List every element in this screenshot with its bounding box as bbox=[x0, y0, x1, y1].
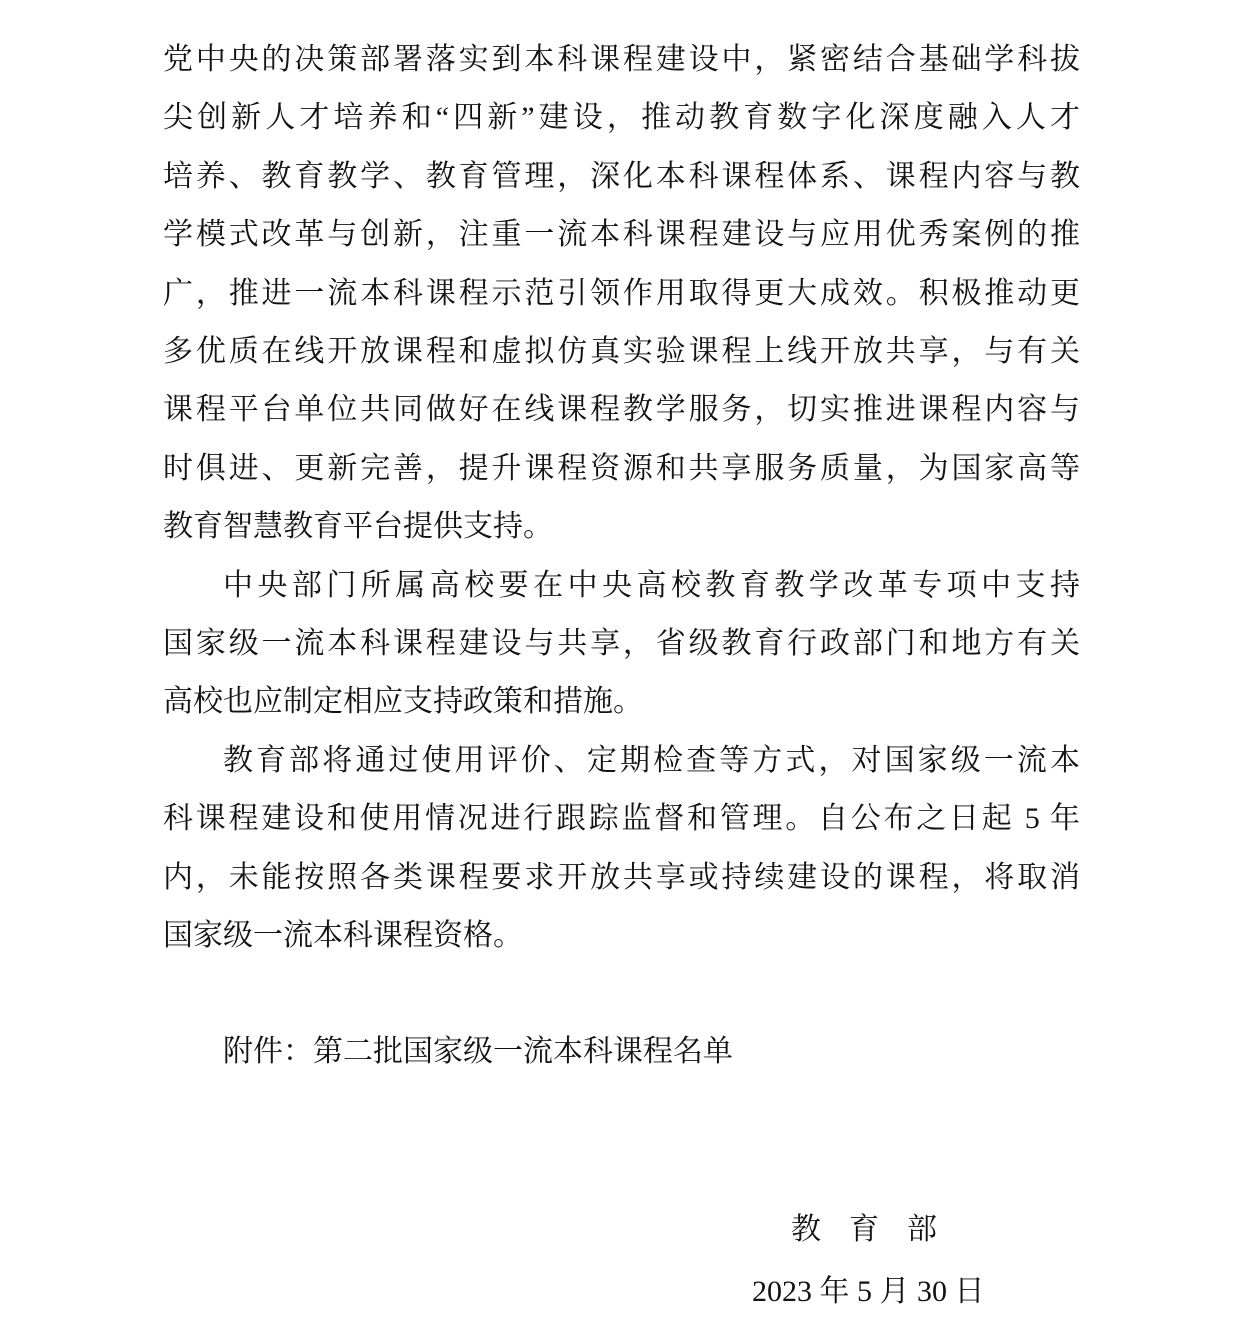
document-line: 中央部门所属高校要在中央高校教育教学改革专项中支持 bbox=[223, 568, 1080, 602]
document-line: 高校也应制定相应支持政策和措施。 bbox=[163, 685, 643, 719]
document-line: 时俱进、更新完善，提升课程资源和共享服务质量，为国家高等 bbox=[163, 451, 1080, 485]
document-line: 科课程建设和使用情况进行跟踪监督和管理。自公布之日起 5 年 bbox=[163, 802, 1080, 836]
document-line: 内，未能按照各类课程要求开放共享或持续建设的课程，将取消 bbox=[163, 860, 1080, 894]
document-line: 课程平台单位共同做好在线课程教学服务，切实推进课程内容与 bbox=[163, 393, 1080, 427]
document-line: 学模式改革与创新，注重一流本科课程建设与应用优秀案例的推 bbox=[163, 218, 1080, 252]
document-content bbox=[163, 31, 1080, 1308]
document-line: 国家级一流本科课程建设与共享，省级教育行政部门和地方有关 bbox=[163, 627, 1080, 661]
signature-issuer: 教育部 bbox=[791, 1213, 965, 1246]
document-line: 培养、教育教学、教育管理，深化本科课程体系、课程内容与教 bbox=[163, 159, 1080, 193]
document-line: 国家级一流本科课程资格。 bbox=[163, 919, 523, 953]
document-line: 广，推进一流本科课程示范引领作用取得更大成效。积极推动更 bbox=[163, 276, 1080, 310]
document-line: 教育部将通过使用评价、定期检查等方式，对国家级一流本 bbox=[223, 743, 1080, 777]
date-line: 2023 年 5 月 30 日 bbox=[752, 1275, 985, 1308]
document-line: 党中央的决策部署落实到本科课程建设中，紧密结合基础学科拔 bbox=[163, 43, 1080, 76]
attachment-line: 附件：第二批国家级一流本科课程名单 bbox=[223, 1034, 733, 1068]
document-line: 教育智慧教育平台提供支持。 bbox=[163, 510, 553, 544]
document-line: 多优质在线开放课程和虚拟仿真实验课程上线开放共享，与有关 bbox=[163, 335, 1080, 369]
document-body bbox=[163, 31, 1080, 966]
document-line: 尖创新人才培养和“四新”建设，推动教育数字化深度融入人才 bbox=[163, 101, 1080, 135]
